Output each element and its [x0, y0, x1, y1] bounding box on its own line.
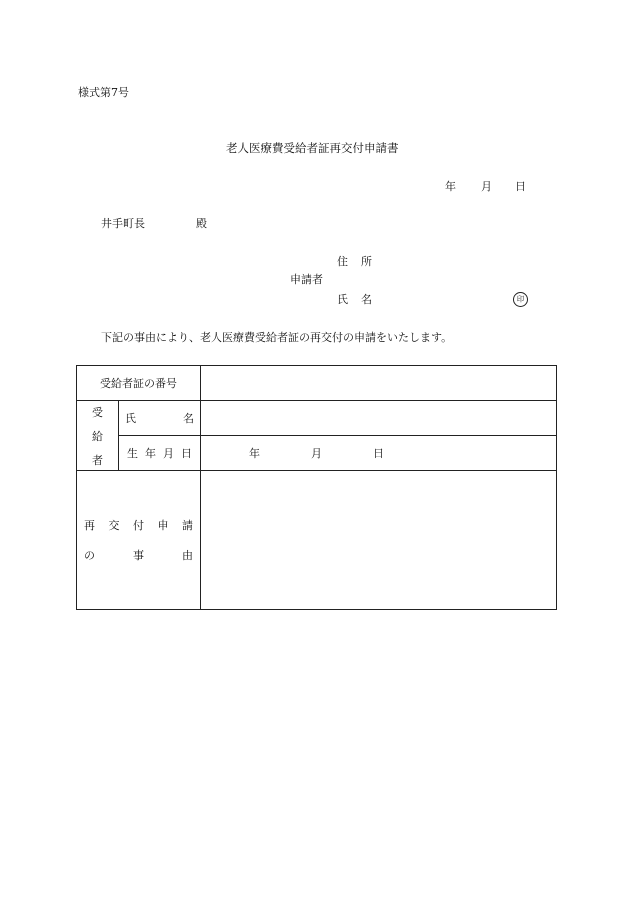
reason-field[interactable] — [201, 471, 557, 610]
recipient-name-label: 氏 名 — [119, 401, 201, 436]
dob-label: 生 年 月 日 — [119, 436, 201, 471]
addressee-name: 井手町長 — [101, 217, 145, 230]
addressee-honorific: 殿 — [196, 217, 207, 230]
form-title: 老人医療費受給者証再交付申請書 — [226, 141, 399, 155]
seal-icon: 印 — [513, 292, 528, 307]
address-label-char-2: 所 — [361, 255, 372, 268]
application-table — [76, 365, 557, 610]
address-label-char-1: 住 — [337, 255, 348, 268]
request-statement: 下記の事由により、老人医療費受給者証の再交付の申請をいたします。 — [101, 331, 453, 344]
dob-field[interactable]: 年 月 日 — [201, 436, 557, 471]
applicant-label: 申請者 — [290, 273, 323, 286]
date-month-label: 月 — [481, 180, 492, 193]
cert-number-field[interactable] — [201, 366, 557, 401]
recipient-group-label: 受 給 者 — [77, 401, 119, 471]
name-label-char-1: 氏 — [337, 293, 348, 306]
recipient-name-field[interactable] — [201, 401, 557, 436]
form-number: 様式第7号 — [78, 86, 129, 99]
cert-number-label: 受給者証の番号 — [77, 366, 201, 401]
reason-label: 再 交 付 申 請 の 事 由 — [77, 471, 201, 610]
date-day-label: 日 — [515, 180, 526, 193]
name-label-char-2: 名 — [361, 293, 372, 306]
date-year-label: 年 — [445, 180, 456, 193]
